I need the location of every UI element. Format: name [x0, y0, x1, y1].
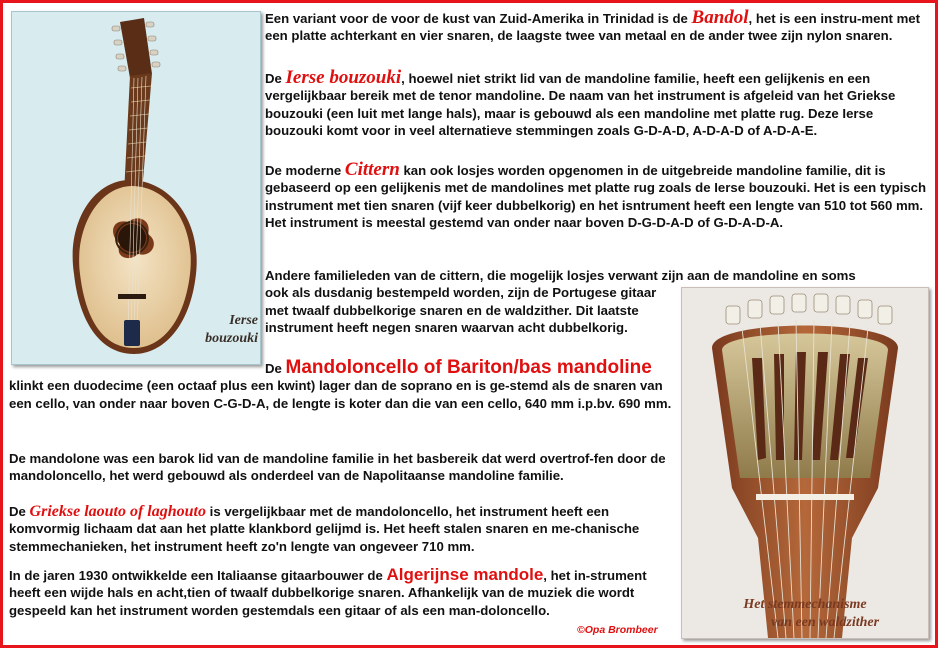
bouzouki-photo	[11, 11, 261, 365]
mandole-highlight: Algerijnse mandole	[386, 565, 544, 584]
bouzouki-caption-line1: Ierse	[229, 313, 258, 328]
bouzouki-caption	[188, 312, 258, 348]
mandoloncello-text-after: klinkt een duodecime (een octaaf plus een kwint) lager dan de soprano en is ge-stemd als de snaren van een cello, van onder naar boven C-G-D-A, de lengte is koter dan die van een cello, 640 mm i.p.bv. 690 mm.	[9, 378, 672, 411]
paragraph-family-members	[265, 267, 930, 337]
cittern-text-before: De moderne	[265, 163, 345, 178]
mandole-text-after: , het in-strument heeft een wijde hals en acht,tien of twaalf dubbelkorige snaren. Afhankelijk van de muziek die wordt gespeeld kan het instrument worden gestemdals een gitaar of als een man-doloncello.	[9, 568, 647, 618]
bandol-text-before: Een variant voor de voor de kust van Zuid-Amerika in Trinidad is de	[265, 11, 692, 26]
waldzither-caption-line1: Het stemmechanisme	[743, 597, 867, 612]
mandoloncello-text-before: De	[265, 361, 286, 376]
laouto-text-after: is vergelijkbaar met de mandoloncello, het instrument heeft een komvormig lichaam dat aan het platte klankbord gelijmd is. Het heeft stalen snaren en me-chanische stemmechanieken, het instrument heeft zo'n lengte van ongeveer 710 mm.	[9, 504, 640, 554]
laouto-text-before: De	[9, 504, 30, 519]
waldzither-illustration	[682, 288, 928, 638]
mandoloncello-highlight: Mandoloncello of Bariton/bas mandoline	[285, 357, 652, 378]
bouzouki-text-after: , hoewel niet strikt lid van de mandoline familie, heeft een gelijkenis en een vergelijkbaar bereik met de tenor mandoline. De naam van het instrument is afgeleid van het Griekse bouzouki (een luit met lange hals), maar is gebouwd als een mandoline met platte rug. Deze Ierse bouzouki komt voor in veel alternatieve stemmingen zoals G-D-A-D, A-D-A-D of A-D-A-E.	[265, 71, 896, 139]
bouzouki-text-before: De	[265, 71, 286, 86]
cittern-highlight: Cittern	[344, 159, 400, 180]
paragraph-algerijnse-mandole	[9, 566, 673, 619]
paragraph-bandol	[265, 9, 930, 45]
copyright-credit: ©Opa Brombeer	[577, 624, 658, 636]
mandole-text-before: In de jaren 1930 ontwikkelde een Italiaanse gitaarbouwer de	[9, 568, 387, 583]
family-text-a: Andere familieleden van de cittern, die mogelijk losjes verwant zijn aan de mandoline en soms	[265, 268, 856, 283]
mandolone-text: De mandolone was een barok lid van de mandoline familie in het basbereik dat werd overtrof-fen door de mandoloncello, het werd gebouwd als onderdeel van de Napolitaanse mandoline familie.	[9, 451, 666, 484]
paragraph-griekse-laouto	[9, 503, 673, 555]
bandol-highlight: Bandol	[691, 7, 749, 28]
family-text-b: ook als dusdanig bestempeld worden, zijn de Portugese gitaar met twaalf dubbelkorige snaren en de waldzither. Dit laatste instrument heeft negen snaren waarvan acht dubbelkorig.	[265, 285, 657, 336]
bandol-text-after: , het is een instru-ment met een platte achterkant en vier snaren, de laagste twee van metaal en de ander twee zijn nylon snaren.	[265, 11, 921, 44]
waldzither-photo	[681, 287, 929, 639]
waldzither-caption-line2: van een waldzither	[770, 615, 880, 630]
paragraph-ierse-bouzouki	[265, 69, 930, 140]
laouto-highlight: Griekse laouto of laghouto	[29, 503, 206, 520]
cittern-text-after: kan ook losjes worden opgenomen in de uitgebreide mandoline familie, dit is gebaseerd op een gelijkenis met de mandolines met platte rug zoals de Ierse bouzouki. Het is een typisch instrument met tien snaren (vijf keer dubbelkorig) en het isntrument heeft een lengte van 510 tot 560 mm. Het instrument is meestal gestemd van onder naar boven D-G-D-A-D of G-D-A-D-A.	[265, 163, 927, 231]
bouzouki-highlight: Ierse bouzouki	[285, 67, 402, 88]
bouzouki-caption-line2: bouzouki	[205, 331, 258, 346]
paragraph-cittern	[265, 161, 930, 232]
paragraph-mandoloncello	[9, 359, 673, 412]
waldzither-caption	[682, 596, 928, 632]
paragraph-mandolone	[9, 450, 669, 485]
